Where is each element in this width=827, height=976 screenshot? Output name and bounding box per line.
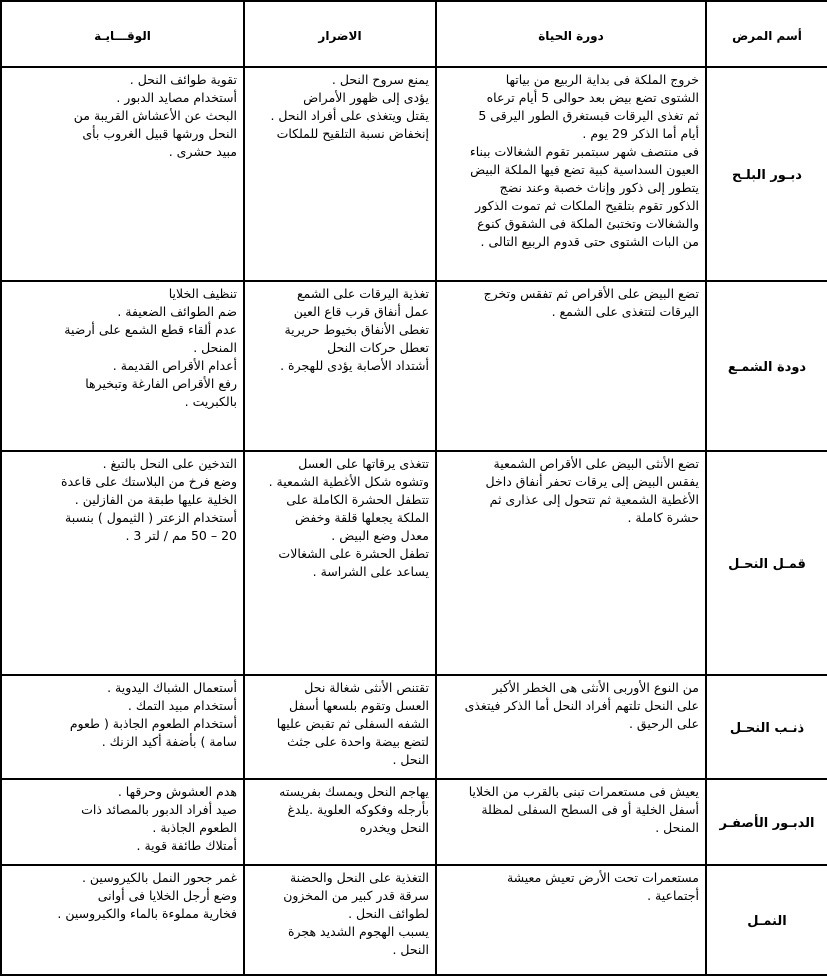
damage-line: يقتل ويتغذى على أفراد النحل . (270, 108, 429, 123)
prevention-line: وضع فرخ من البلاستك على قاعدة (61, 474, 237, 489)
lifecycle-line: يفقس البيض إلى يرقات تحفر أنفاق داخل (485, 474, 699, 489)
damage-line: يسبب الهجوم الشديد هجرة (287, 924, 429, 939)
lifecycle-line: خروج الملكة فى بداية الربيع من بياتها (505, 72, 699, 87)
prevention-line: أستعمال الشباك اليدوية . (107, 680, 237, 695)
damage-cell (244, 281, 436, 451)
damage-line: تقتنص الأنثى شغالة نحل (304, 680, 429, 695)
lifecycle-cell (436, 281, 706, 451)
prevention-line: سامة ) بأضفة أكيد الزنك . (101, 734, 237, 749)
prevention-line: تقوية طوائف النحل . (129, 72, 237, 87)
damage-line: أشتداد الأصابة يؤدى للهجرة . (280, 358, 429, 373)
damage-line: إنخفاض نسبة التلقيح للملكات (276, 126, 429, 141)
lifecycle-line: العيون السداسية كبية تضع فيها الملكة البيض (470, 162, 699, 177)
damage-line: لطوائف النحل . (348, 906, 429, 921)
table-row (1, 281, 827, 451)
damage-line: تطفل الحشرة على الشغالات (278, 546, 429, 561)
lifecycle-line: والشغالات وتختبئ الملكة فى الشقوق كنوع (477, 216, 699, 231)
disease-name: ذنـب النحـل (706, 675, 827, 779)
damage-line: تتطفل الحشرة الكاملة على (286, 492, 429, 507)
damage-cell (244, 675, 436, 779)
prevention-line: غمر جحور النمل بالكيروسين . (81, 870, 237, 885)
lifecycle-line: اليرقات لتتغذى على الشمع . (551, 304, 699, 319)
lifecycle-line: تضع البيض على الأقراص ثم تفقس وتخرج (483, 286, 699, 301)
lifecycle-line: على النحل تلتهم أفراد النحل أما الذكر فيتغذى (464, 698, 699, 713)
damage-line: يؤدى إلى ظهور الأمراض (303, 90, 429, 105)
lifecycle-line: الأغطية الشمعية ثم تتحول إلى عذارى ثم (489, 492, 699, 507)
lifecycle-cell (436, 675, 706, 779)
prevention-line: وضع أرجل الخلايا فى أوانى (97, 888, 237, 903)
prevention-line: رفع الأقراص الفارغة وتبخيرها (85, 376, 237, 391)
prevention-line: الطعوم الجاذبة . (152, 820, 237, 835)
table-row (1, 779, 827, 865)
damage-line: تعطل حركات النحل (327, 340, 429, 355)
damage-line: يهاجم النحل ويمسك بفريسته (279, 784, 429, 799)
prevention-line: فخارية مملوءة بالماء والكيروسين . (57, 906, 237, 921)
damage-line: يساعد على الشراسة . (312, 564, 429, 579)
prevention-cell (1, 67, 244, 281)
damage-line: التغذية على النحل والحضنة (289, 870, 429, 885)
header-prevention: الوقـــايـة (1, 1, 244, 67)
damage-line: الملكة يجعلها قلقة وخفض (295, 510, 429, 525)
damage-line: وتشوه شكل الأغطية الشمعية . (268, 474, 429, 489)
prevention-line: التدخين على النحل بالتبغ . (102, 456, 237, 471)
prevention-line: أستخدام مصايد الدبور . (116, 90, 237, 105)
disease-name: النمـل (706, 865, 827, 975)
prevention-cell (1, 675, 244, 779)
disease-name: الدبـور الأصفـر (706, 779, 827, 865)
prevention-cell (1, 779, 244, 865)
lifecycle-line: من النوع الأوربى الأنثى هى الخطر الأكبر (492, 680, 699, 695)
damage-line: النحل . (392, 942, 429, 957)
lifecycle-cell (436, 865, 706, 975)
prevention-line: تنظيف الخلايا (168, 286, 237, 301)
header-damage: الاضرار (244, 1, 436, 67)
prevention-line: صيد أفراد الدبور بالمصائد ذات (81, 802, 237, 817)
damage-cell (244, 67, 436, 281)
prevention-line: أستخدام مبيد التمك . (127, 698, 237, 713)
header-lifecycle: دورة الحياة (436, 1, 706, 67)
prevention-line: 20 – 50 مم / لتر 3 . (125, 528, 237, 543)
damage-line: العسل وتقوم بلسعها أسفل (289, 698, 429, 713)
disease-name: دودة الشمـع (706, 281, 827, 451)
prevention-cell (1, 865, 244, 975)
lifecycle-line: أيام أما الذكر 29 يوم . (582, 126, 699, 141)
damage-cell (244, 451, 436, 675)
disease-name: دبـور البلـح (706, 67, 827, 281)
disease-name: قمـل النحـل (706, 451, 827, 675)
lifecycle-line: المنحل . (655, 820, 699, 835)
lifecycle-cell (436, 779, 706, 865)
lifecycle-line: يتطور إلى ذكور وإناث خصبة وعند نضج (499, 180, 699, 195)
table-row (1, 865, 827, 975)
prevention-line: مبيد حشرى . (168, 144, 237, 159)
lifecycle-line: حشرة كاملة . (627, 510, 699, 525)
prevention-line: عدم ألقاء قطع الشمع على أرضية (64, 322, 237, 337)
header-disease: أسم المرض (706, 1, 827, 67)
lifecycle-line: يعيش فى مستعمرات تبنى بالقرب من الخلايا (468, 784, 699, 799)
prevention-line: هدم العشوش وحرقها . (117, 784, 237, 799)
table-row (1, 451, 827, 675)
prevention-cell (1, 451, 244, 675)
damage-line: تتغذى يرقاتها على العسل (298, 456, 429, 471)
lifecycle-line: من البات الشتوى حتى قدوم الربيع التالى . (480, 234, 699, 249)
lifecycle-line: أجتماعية . (647, 888, 699, 903)
lifecycle-cell (436, 451, 706, 675)
damage-line: يمنع سروح النحل . (331, 72, 429, 87)
damage-line: النحل ويخدره (359, 820, 429, 835)
damage-line: لتضع بيضة واحدة على جثث (287, 734, 429, 749)
header-row (1, 1, 827, 67)
lifecycle-line: الشتوى تضع بيض بعد حوالى 5 أيام ترعاه (486, 90, 699, 105)
lifecycle-cell (436, 67, 706, 281)
damage-line: الشفه السفلى ثم تقبض عليها (276, 716, 429, 731)
prevention-line: ضم الطوائف الضعيفة . (117, 304, 237, 319)
table-row (1, 67, 827, 281)
damage-line: بأرجله وفكوكه العلوية .يلدغ (287, 802, 429, 817)
prevention-line: البحث عن الأعشاش القريبة من (73, 108, 237, 123)
prevention-line: أستخدام الطعوم الجاذبة ( طعوم (69, 716, 237, 731)
damage-cell (244, 779, 436, 865)
damage-line: معدل وضع البيض . (331, 528, 429, 543)
prevention-line: أستخدام الزعتر ( الثيمول ) بنسبة (65, 510, 237, 525)
prevention-cell (1, 281, 244, 451)
prevention-line: الخلية عليها طبقة من الفازلين . (74, 492, 237, 507)
lifecycle-line: تضع الأنثى البيض على الأقراص الشمعية (493, 456, 699, 471)
prevention-line: المنحل . (193, 340, 237, 355)
damage-line: تغذية اليرقات على الشمع (296, 286, 429, 301)
prevention-line: أعدام الأقراص القديمة . (112, 358, 237, 373)
damage-line: عمل أنفاق قرب قاع العين (293, 304, 429, 319)
lifecycle-line: على الرحيق . (628, 716, 699, 731)
damage-line: سرقة قدر كبير من المخزون (283, 888, 429, 903)
prevention-line: أمتلاك طائفة قوية . (136, 838, 237, 853)
prevention-line: النحل ورشها قبيل الغروب بأى (82, 126, 237, 141)
lifecycle-line: فى منتصف شهر سبتمبر تقوم الشغالات ببناء (469, 144, 699, 159)
lifecycle-line: مستعمرات تحت الأرض تعيش معيشة (506, 870, 699, 885)
prevention-line: بالكبريت . (184, 394, 237, 409)
lifecycle-line: ثم تغذى اليرقات قبستغرق الطور اليرقى 5 (478, 108, 699, 123)
damage-cell (244, 865, 436, 975)
table-row (1, 675, 827, 779)
damage-line: النحل . (392, 752, 429, 767)
damage-line: تغطى الأنفاق بخيوط حريرية (284, 322, 429, 337)
lifecycle-line: الذكور تقوم بتلقيح الملكات ثم تموت الذكور (475, 198, 699, 213)
lifecycle-line: أسفل الخلية أو فى السطح السفلى لمظلة (481, 802, 699, 817)
